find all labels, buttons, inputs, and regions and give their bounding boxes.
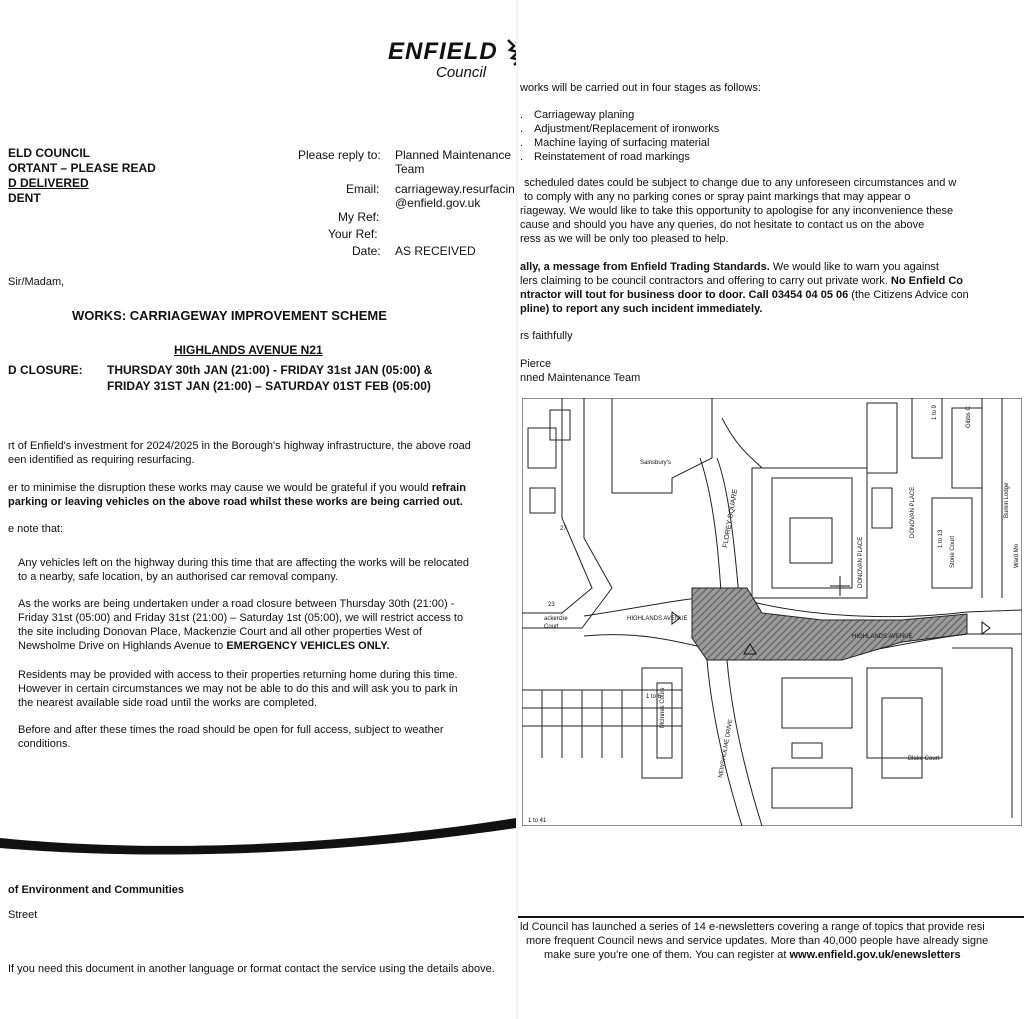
newsletter-divider [518,916,1024,918]
trading-line-2: lers claiming to be council contractors and offering to carry out private work. No Enfield Co [520,275,964,287]
para1-line-2: een identified as requiring resurfacing. [8,454,195,466]
reply-to-value-1: Planned Maintenance [395,148,512,162]
map-label-florey: FLOREY SQUARE [722,488,740,549]
road-name: HIGHLANDS AVENUE N21 [174,343,323,357]
map-label-23: 23 [548,602,555,608]
item2-line-4: Newsholme Drive on Highlands Avenue to EMERGENCY VEHICLES ONLY. [18,640,390,652]
para2-line-1: er to minimise the disruption these works may cause we would be grateful if you would refrain [8,482,466,494]
para2-line-2: parking or leaving vehicles on the above road whilst these works are being carried out. [8,496,463,508]
heading: WORKS: CARRIAGEWAY IMPROVEMENT SCHEME [72,308,387,323]
email-value-2: @enfield.gov.uk [395,196,481,210]
footer-swoosh [0,810,516,855]
your-ref-label: Your Ref: [328,227,378,241]
footer-street: Street [8,909,38,921]
map-label-1-to-13: 1 to 13 [938,529,944,548]
map-label-mcinnes: McInnes Cours [660,687,666,728]
closure-label: D CLOSURE: [8,363,83,377]
map-label-highlands-west: HIGHLANDS AVENUE [627,616,688,622]
newsletter-line-1: ld Council has launched a series of 14 e-newsletters covering a range of topics that provide resi [520,921,985,933]
trading-line-4: pline) to report any such incident immediately. [520,303,763,315]
item2-line-3: the site including Donovan Place, Mackenzie Court and all other properties West of [18,626,422,638]
item4-line-1: Before and after these times the road should be open for full access, subject to weather [18,724,444,736]
stage-item: . Carriageway planing [520,109,635,121]
footer-language-note: If you need this document in another language or format contact the service using the details above. [8,963,495,975]
closure-line-1: THURSDAY 30th JAN (21:00) - FRIDAY 31st JAN (05:00) & [107,363,433,377]
item3-line-2: However in certain circumstances we may not be able to do this and will ask you to park in [18,683,458,695]
map-label-1-to-9: 1 to 9 [932,404,938,420]
schedule-line-5: ress as we will be only too pleased to help. [520,233,729,245]
map-label-gibbs: Gibbs C [966,406,972,428]
item2-line-2: Friday 31st (05:00) and Friday 31st (21:00) – Saturday 1st (05:00), we will restrict access to [18,612,464,624]
my-ref-label: My Ref: [338,210,380,224]
item2-line-1: As the works are being undertaken under a road closure between Thursday 30th (21:00) - [18,598,455,610]
map-label-1-to-41: 1 to 41 [528,818,547,824]
map-label-mackenzie-1: ackenzie [544,616,568,622]
org-line-3: D DELIVERED [8,176,89,190]
stages-intro: works will be carried out in four stages as follows: [520,82,761,94]
signoff: rs faithfully [520,330,573,342]
item3-line-1: Residents may be provided with access to their properties returning home during this time. [18,669,458,681]
stage-item: . Adjustment/Replacement of ironworks [520,123,720,135]
item1-line-1: Any vehicles left on the highway during this time that are affecting the works will be relocated [18,557,470,569]
stages-list [520,108,719,164]
trading-line-1: ally, a message from Enfield Trading Standards. We would like to warn you against [520,261,939,273]
map-label-stone-court: Stone Court [950,535,956,568]
salutation: Sir/Madam, [8,276,65,288]
map-label-highlands-east: HIGHLANDS AVENUE [852,634,913,640]
org-line-4: DENT [8,191,41,205]
newsletter-line-2: more frequent Council news and service updates. More than 40,000 people have already signe [526,935,989,947]
email-value-1: carriageway.resurfacin [395,182,515,196]
email-label: Email: [346,182,380,196]
stage-item: . Machine laying of surfacing material [520,137,710,149]
logo-sub: Council [436,64,487,81]
enfield-logo [388,38,516,66]
note-label: e note that: [8,523,64,535]
date-label: Date: [352,244,381,258]
reply-to-label: Please reply to: [298,148,381,162]
signer-team: nned Maintenance Team [520,372,641,384]
item3-line-3: the nearest available side road until the works are completed. [18,697,318,709]
org-line-1: ELD COUNCIL [8,146,90,160]
map-label-27: 27 [560,526,567,532]
date-value: AS RECEIVED [395,244,476,258]
footer-department: of Environment and Communities [8,884,185,896]
map-label-newsholme: NEWSHOLME DRIVE [718,718,735,779]
newsletter-line-3: make sure you're one of them. You can register at www.enfield.gov.uk/enewsletters [544,949,961,961]
signer-name: Pierce [520,358,552,370]
logo-name: ENFIELD [388,38,498,65]
map-label-1-to-6: 1 to 6 [646,694,662,700]
reply-to-value-2: Team [395,162,425,176]
site-location-map [522,398,1022,826]
map-label-sainsburys: Sainsbury's [640,460,671,466]
item4-line-2: conditions. [18,738,71,750]
schedule-line-3: riageway. We would like to take this opportunity to apologise for any inconvenience these [520,205,954,217]
para1-line-1: rt of Enfield's investment for 2024/2025 in the Borough's highway infrastructure, the above road [8,440,471,452]
map-label-ward: Ward Mo [1014,543,1020,568]
map-label-donovan-2: DONOVAN PLACE [858,536,864,588]
stage-item: . Reinstatement of road markings [520,151,690,163]
org-line-2: ORTANT – PLEASE READ [8,161,156,175]
letter-page-right [518,0,1024,1019]
schedule-line-1: scheduled dates could be subject to change due to any unforeseen circumstances and w [524,177,957,189]
closure-line-2: FRIDAY 31ST JAN (21:00) – SATURDAY 01ST FEB (05:00) [107,379,431,393]
map-label-blake-court: Blake Court [908,756,940,762]
map-label-mackenzie-2: Court [544,624,559,630]
item1-line-2: to a nearby, safe location, by an authorised car removal company. [18,571,338,583]
map-label-burkin-lodge: Burkin Lodge [1004,482,1010,518]
schedule-line-2: to comply with any no parking cones or spray paint markings that may appear o [524,191,911,203]
map-label-donovan: DONOVAN PLACE [910,486,916,538]
schedule-line-4: cause and should you have any queries, do not hesitate to contact us on the above [520,219,925,231]
logo-emblem-icon [504,38,516,66]
trading-line-3: ntractor will tout for business door to door. Call 03454 04 05 06 (the Citizens Advice con [520,289,969,301]
